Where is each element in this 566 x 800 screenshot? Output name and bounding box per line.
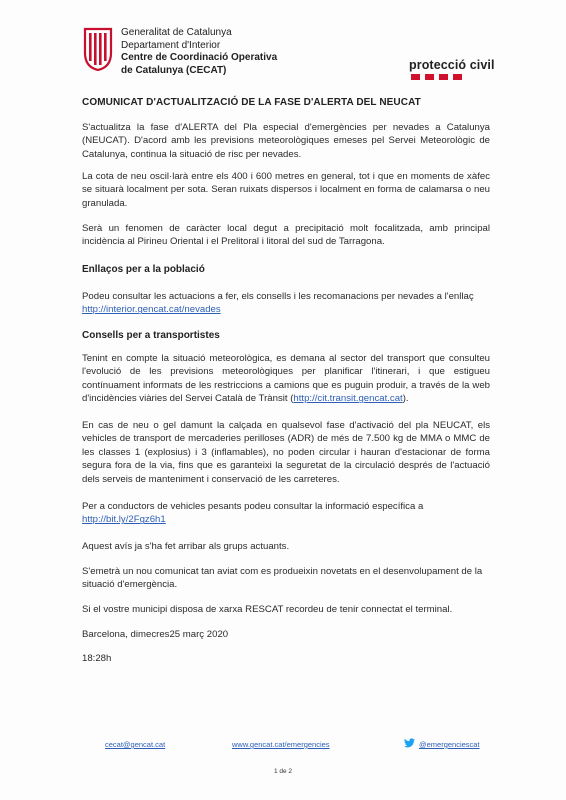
transit-link[interactable]: http://cit.transit.gencat.cat bbox=[293, 393, 403, 405]
paragraph-3: Serà un fenomen de caràcter local degut a precipitació molt focalitzada, amb principal incidència al Pirineu Oriental i el Prelitoral i litoral del sud de Tarragona. bbox=[82, 223, 490, 248]
proteccio-civil-squares-icon bbox=[411, 74, 462, 80]
bitly-link[interactable]: http://bit.ly/2Fgz6h1 bbox=[82, 514, 166, 526]
paragraph-6: En cas de neu o gel damunt la calçada en qualsevol fase d'activació del pla NEUCAT, els vehicles de transport de mercaderies perilloses (ADR) de més de 7.500 kg de MMA o MMC de les classes 1 (explosius) i 3 (inflamables), no poden circular i hauran d'estacionar de forma segura fora de la via, fins que es garanteixi la seguretat de la circulació després de l'actuació dels serveis de manteniment i conservació de les carreteres. bbox=[82, 420, 490, 485]
paragraph-4 bbox=[82, 290, 490, 317]
gencat-senyera-icon bbox=[83, 27, 113, 71]
heading-population-links: Enllaços per a la població bbox=[82, 264, 205, 275]
footer-website-link[interactable]: www.gencat.cat/emergencies bbox=[232, 740, 330, 749]
issue-time: 18:28h bbox=[82, 653, 112, 664]
org-line-4: de Catalunya (CECAT) bbox=[121, 64, 227, 76]
paragraph-5-end: ). bbox=[402, 393, 409, 405]
paragraph-10: Si el vostre municipi disposa de xarxa RESCAT recordeu de tenir connectat el terminal. bbox=[82, 604, 453, 615]
org-line-3: Centre de Coordinació Operativa bbox=[121, 52, 278, 63]
paragraph-1: S'actualitza la fase d'ALERTA del Pla especial d'emergències per nevades a Catalunya (NEUCAT). D'acord amb les previsions meteorològiques emeses pel Servei Meteorològic de Catalunya, continua la situació de risc per nevades. bbox=[82, 122, 490, 160]
proteccio-civil-title: protecció civil bbox=[409, 58, 495, 72]
heading-transport-advice: Consells per a transportistes bbox=[82, 330, 220, 341]
page-number: 1 de 2 bbox=[273, 768, 293, 775]
paragraph-9: S'emetrà un nou comunicat tan aviat com es produeixin novetats en el desenvolupament de la situació d'emergència. bbox=[82, 566, 483, 591]
twitter-bird-icon bbox=[404, 738, 415, 748]
footer-email-link[interactable]: cecat@gencat.cat bbox=[105, 740, 166, 749]
paragraph-8: Aquest avís ja s'ha fet arribar als grups actuants. bbox=[82, 541, 290, 552]
footer-twitter-link[interactable]: @emergenciescat bbox=[419, 740, 480, 749]
paragraph-7 bbox=[82, 500, 490, 527]
organization-name bbox=[121, 27, 277, 77]
paragraph-4-text: Podeu consultar les actuacions a fer, els consells i les recomanacions per nevades a l'enllaç bbox=[82, 291, 474, 302]
paragraph-7-text: Per a conductors de vehicles pesants podeu consultar la informació específica a bbox=[82, 501, 424, 512]
org-line-2: Departament d'Interior bbox=[121, 39, 221, 51]
paragraph-5-text: Tenint en compte la situació meteorològica, es demana al sector del transport que consulteu l'evolució de les previsions meteorològiques per planificar l'itinerari, i que estigueu contínuament informats de les restriccions a camions que es puguin produir, a través de la web d'incidències viàries del Servei Català de Trànsit ( bbox=[82, 353, 490, 405]
place-date: Barcelona, dimecres25 març 2020 bbox=[82, 629, 229, 640]
paragraph-5 bbox=[82, 352, 490, 406]
paragraph-2: La cota de neu oscil·larà entre els 400 i 600 metres en general, tot i que en moments de xàfec se situarà localment per sota. Seran ruixats dispersos i localment en forma de calamarsa o neu granulada. bbox=[82, 171, 490, 209]
nevades-link[interactable]: http://interior.gencat.cat/nevades bbox=[82, 304, 221, 316]
org-line-1: Generalitat de Catalunya bbox=[121, 27, 232, 38]
document-title: COMUNICAT D'ACTUALITZACIÓ DE LA FASE D'ALERTA DEL NEUCAT bbox=[82, 97, 421, 108]
